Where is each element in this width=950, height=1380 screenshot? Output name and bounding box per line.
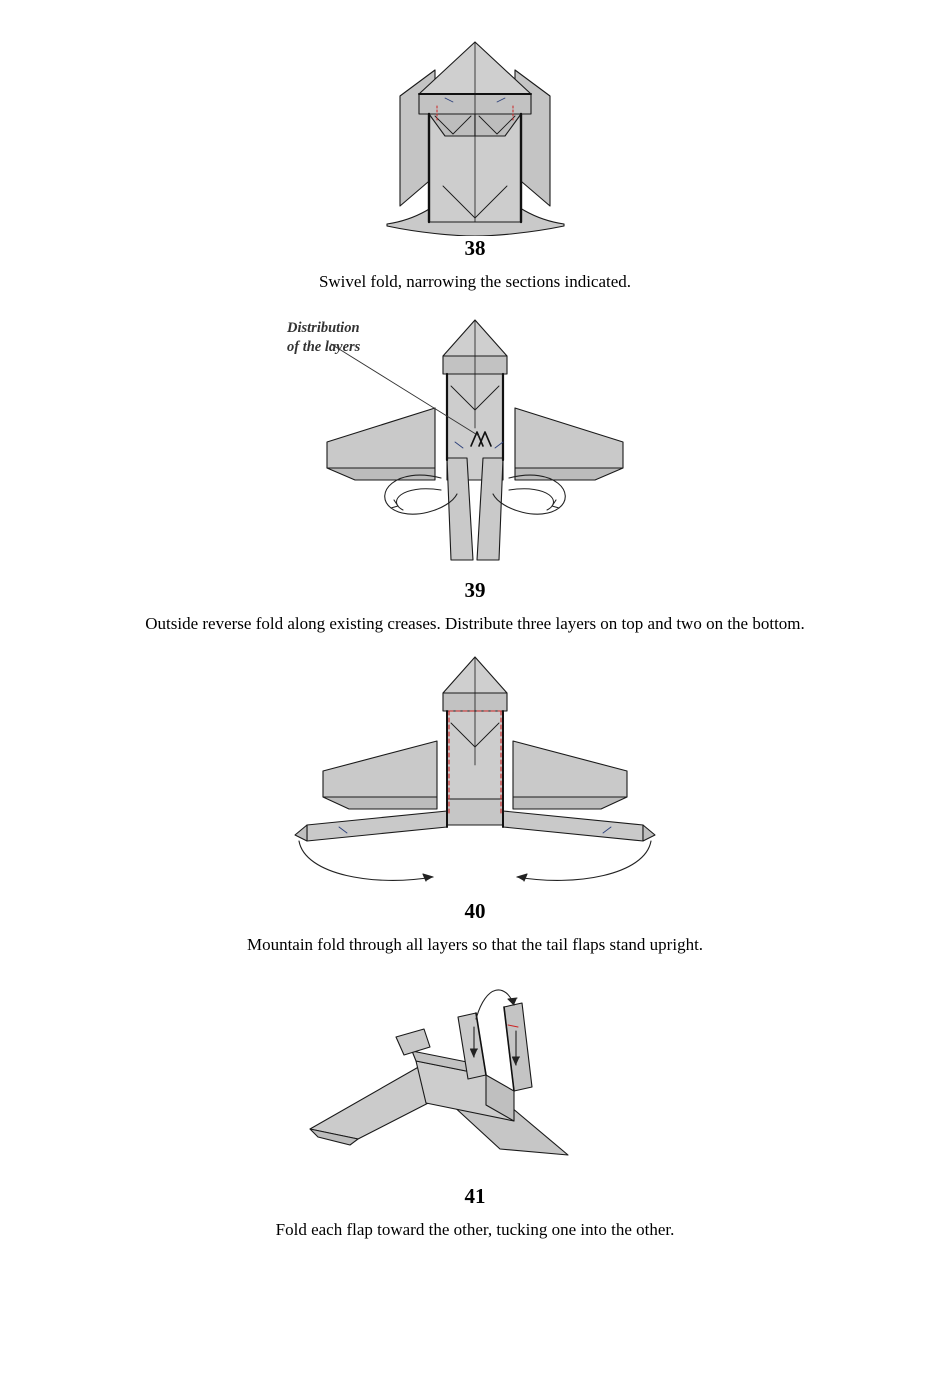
step-caption: Fold each flap toward the other, tucking one into the other. [275, 1220, 675, 1240]
step-caption: Mountain fold through all layers so that the tail flaps stand upright. [246, 934, 704, 954]
step-number: 38 [464, 236, 486, 260]
figure-38 [325, 36, 625, 236]
figure-41 [300, 969, 650, 1184]
instruction-page [0, 36, 950, 1380]
figure-39 [235, 308, 715, 578]
step-caption: Swivel fold, narrowing the sections indicated. [318, 272, 632, 291]
step-38 [0, 36, 950, 292]
annotation-line-2: of the layers [287, 339, 361, 356]
step-40 [0, 649, 950, 955]
annotation-line-1: Distribution [287, 320, 360, 337]
step-caption: Outside reverse fold along existing creases. Distribute three layers on top and two on the bottom. [145, 614, 805, 634]
step-number: 39 [464, 578, 486, 603]
step-number: 40 [464, 898, 486, 923]
step-39 [0, 308, 950, 634]
step-41 [0, 969, 950, 1240]
step-number: 41 [464, 1184, 486, 1209]
figure-40 [265, 649, 685, 899]
